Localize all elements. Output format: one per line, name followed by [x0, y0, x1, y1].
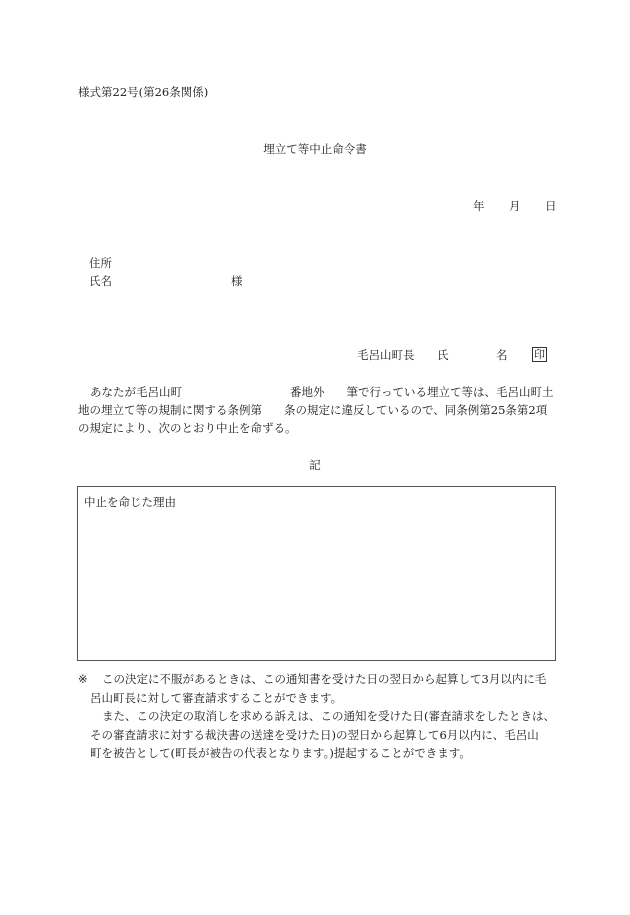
issuer-mei: 名	[496, 348, 508, 362]
reason-box	[77, 486, 556, 661]
honorific: 様	[231, 274, 243, 288]
issuer-title: 毛呂山町長	[357, 348, 415, 362]
note-line-2: 呂山町長に対して審査請求することができます。	[90, 690, 343, 705]
date-day: 日	[545, 199, 557, 213]
date-month: 月	[509, 199, 521, 213]
note-line-3: また、この決定の取消しを求める訴えは、この通知を受けた日(審査請求をしたときは、	[102, 709, 555, 723]
body-line-1-text: あなたが毛呂山町 番地外 筆で行っている埋立て等は、毛呂山町土	[90, 385, 554, 399]
note-line-1: この決定に不服があるときは、この通知書を受けた日の翌日から起算して3月以内に毛	[102, 672, 547, 686]
body-line-1	[78, 383, 560, 401]
reason-label: 中止を命じた理由	[84, 495, 176, 509]
form-number: 様式第22号(第26条関係)	[78, 85, 209, 99]
issuer-line	[357, 348, 547, 363]
body-line-2	[78, 401, 560, 419]
document-title: 埋立て等中止命令書	[263, 142, 367, 156]
body-line-3: の規定により、次のとおり中止を命ずる。	[78, 421, 297, 435]
address-label: 住所	[89, 256, 112, 270]
date-year: 年	[473, 199, 485, 213]
notes	[78, 670, 560, 763]
seal-mark: 印	[534, 348, 545, 361]
body-line-2-text: 地の埋立て等の規制に関する条例第 条の規定に違反しているので、同条例第25条第2項	[78, 403, 548, 417]
note-line-5: 町を被告として(町長が被告の代表となります。)提起することができます。	[90, 746, 471, 760]
date-line	[473, 199, 557, 213]
name-label: 氏名	[89, 274, 112, 288]
note-line-4: その審査請求に対する裁決書の送達を受けた日)の翌日から起算して6月以内に、毛呂山	[90, 727, 539, 742]
order-body	[78, 383, 560, 437]
issuer-shi: 氏	[437, 348, 449, 362]
ki-heading: 記	[309, 458, 321, 472]
note-mark: ※	[78, 672, 88, 686]
